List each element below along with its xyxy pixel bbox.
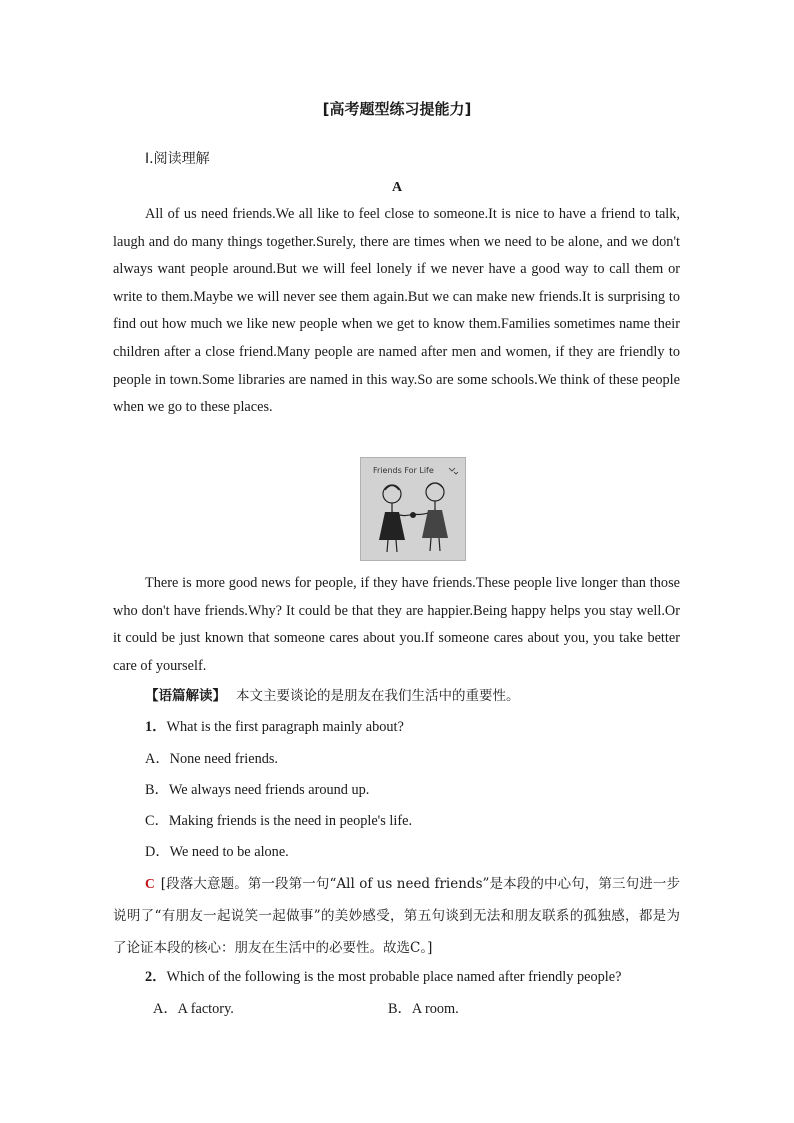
q2-option-a[interactable] — [153, 998, 234, 1018]
option-label: B． — [145, 782, 169, 798]
question-text: What is the first paragraph mainly about? — [166, 719, 404, 735]
question-number: 1． — [145, 719, 167, 735]
passage-paragraph-1: All of us need friends.We all like to feel close to someone.It is nice to have a friend to talk, laugh and do many things together.Surely, there are times when we need to be alone, and we don't always want people around.But we will feel lonely if we never have a good way to call them or write to them.Maybe we will never see them again.But we can make new friends.It is surprising to find out how much we like new people when we get to know them.Families sometimes name their children after a close friend.Many people are named after men and women, if they are friendly to people in town.Some libraries are named in this way.So are some schools.We think of these people when we go to these places. — [113, 206, 680, 416]
option-label: A． — [145, 751, 170, 767]
page-title: [高考题型练习提能力] — [322, 100, 472, 118]
option-text: We always need friends around up. — [168, 782, 370, 798]
analysis-text: 本文主要谈论的是朋友在我们生活中的重要性。 — [236, 688, 520, 704]
option-text: A room. — [411, 1001, 459, 1017]
option-label: D． — [145, 844, 170, 860]
question-2 — [145, 966, 621, 986]
figure-caption: Friends For Life — [373, 466, 434, 475]
question-number: 2． — [145, 969, 167, 985]
question-text: Which of the following is the most probable place named after friendly people? — [166, 969, 622, 985]
option-label: B． — [388, 1001, 412, 1017]
passage-analysis — [145, 684, 520, 704]
passage-paragraph-2: There is more good news for people, if they have friends.These people live longer than those who don't have friends.Why? It could be that they are happier.Being happy helps you stay well.Or it could be just known that someone cares about you.If someone cares about you, you take better care of yourself. — [113, 575, 680, 674]
option-text: We need to be alone. — [169, 844, 289, 860]
q1-option-c[interactable] — [145, 810, 412, 830]
question-1 — [145, 716, 404, 736]
q1-answer-explanation — [113, 868, 680, 964]
answer-letter: C — [145, 876, 155, 891]
q1-option-a[interactable] — [145, 748, 278, 768]
option-label: C． — [145, 813, 169, 829]
friends-illustration — [360, 457, 466, 561]
q2-option-b[interactable] — [388, 998, 459, 1018]
q1-option-d[interactable] — [145, 841, 289, 861]
section-heading: Ⅰ.阅读理解 — [145, 151, 210, 167]
q1-option-b[interactable] — [145, 779, 369, 799]
option-text: None need friends. — [169, 751, 279, 767]
analysis-tag: 【语篇解读】 — [145, 688, 226, 704]
option-label: A． — [153, 1001, 178, 1017]
option-text: A factory. — [177, 1001, 234, 1017]
passage-label: A — [391, 180, 403, 195]
option-text: Making friends is the need in people's life. — [168, 813, 413, 829]
explanation-text: [段落大意题。第一段第一句“All of us need friends”是本段的中心句，第三句进一步说明了“有朋友一起说笑一起做事”的美妙感受，第五句谈到无法和朋友联系的孤独感，都是为了论证本段的核心：朋友在生活中的必要性。故选C。] — [113, 876, 680, 956]
